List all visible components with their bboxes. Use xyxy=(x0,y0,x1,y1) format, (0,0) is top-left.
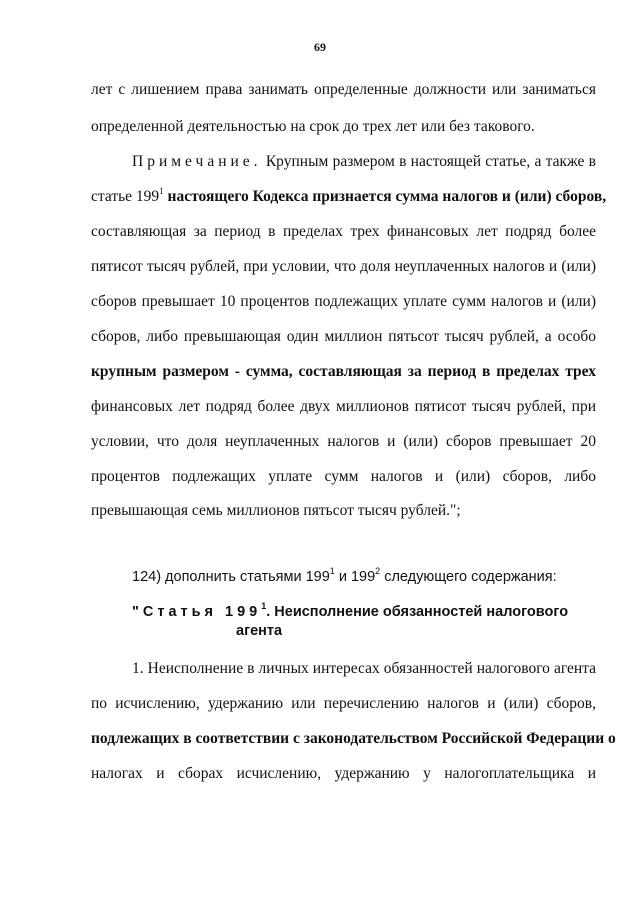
article-title xyxy=(132,602,596,622)
text-line: крупным размером - сумма, составляющая за период в пределах трех xyxy=(91,363,596,380)
body-line: 1. Неисполнение в личных интересах обязанностей налогового агента xyxy=(132,660,596,677)
amend-text: 124) дополнить статьями 199 xyxy=(132,569,330,585)
article-title-cont: агента xyxy=(236,623,283,639)
body-line: по исчислению, удержанию или перечислению налогов и (или) сборов, xyxy=(91,695,596,712)
superscript: 1 xyxy=(159,185,164,196)
text-line: финансовых лет подряд более двух миллионов пятисот тысяч рублей, при xyxy=(91,398,596,415)
amend-text: и 199 xyxy=(338,569,376,585)
text-line: пятисот тысяч рублей, при условии, что доля неуплаченных налогов и (или) xyxy=(91,258,596,275)
superscript: 1 xyxy=(329,566,335,577)
page-number: 69 xyxy=(314,40,326,54)
superscript: 1 xyxy=(261,601,267,612)
amend-text: следующего содержания: xyxy=(384,569,557,585)
article-ref: статье 199 xyxy=(91,188,160,205)
body-line: налогах и сборах исчислению, удержанию у налогоплательщика и xyxy=(91,765,596,782)
text-line: лет с лишением права занимать определенные должности или заниматься xyxy=(91,81,596,98)
note-line xyxy=(132,152,596,172)
text-line: составляющая за период в пределах трех финансовых лет подряд более xyxy=(91,223,596,240)
note-label: Примечание. xyxy=(132,153,262,170)
superscript: 2 xyxy=(375,566,381,577)
article-title-text: . Неисполнение обязанностей налогового xyxy=(266,604,569,620)
text-line: условии, что доля неуплаченных налогов и (или) сборов превышает 20 xyxy=(91,433,596,450)
text-line: сборов превышает 10 процентов подлежащих уплате сумм налогов и (или) xyxy=(91,293,596,310)
text-line: процентов подлежащих уплате сумм налогов и (или) сборов, либо xyxy=(91,468,596,485)
text-line: превышающая семь миллионов пятьсот тысяч рублей."; xyxy=(91,502,461,519)
text-line xyxy=(91,185,607,207)
text-line: определенной деятельностью на срок до трех лет или без такового. xyxy=(91,118,535,135)
article-prefix: "Статья 199 xyxy=(132,604,262,620)
amendment-heading xyxy=(132,567,596,587)
body-line: подлежащих в соответствии с законодательством Российской Федерации о xyxy=(91,730,616,747)
note-text: Крупным размером в настоящей статье, а также в xyxy=(265,153,596,170)
text-line: сборов, либо превышающая один миллион пятьсот тысяч рублей, а особо xyxy=(91,328,596,345)
text-segment: настоящего Кодекса признается сумма налогов и (или) сборов, xyxy=(167,188,607,205)
